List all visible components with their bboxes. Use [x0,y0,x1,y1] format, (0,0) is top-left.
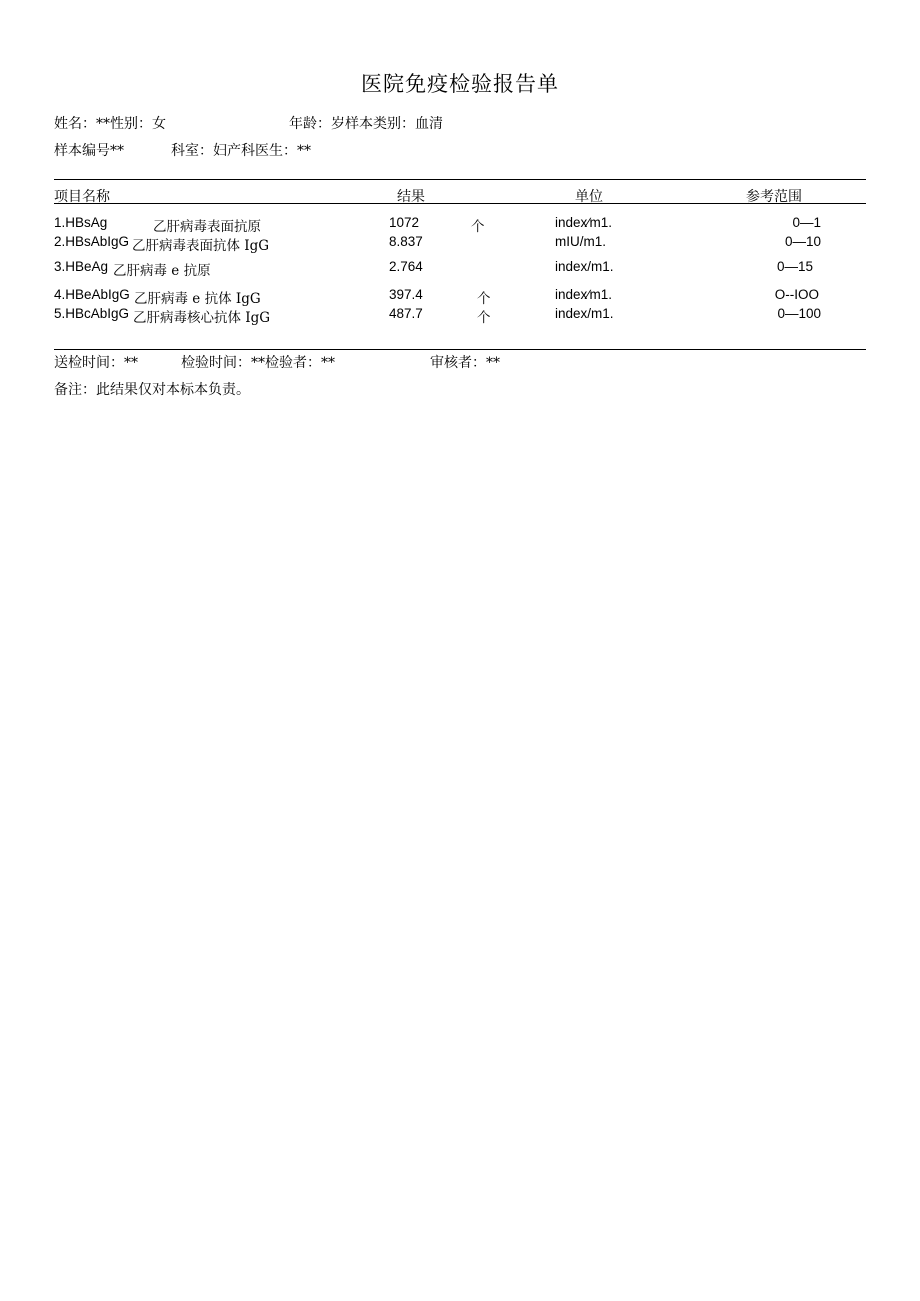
reference-range: 0—100 [777,306,821,321]
unit-value: index/m1. [555,259,614,274]
table-bottom-rule [54,349,866,350]
sample-number: 样本编号** [54,143,124,159]
table-row [0,306,920,326]
result-value: 397.4 [389,287,423,302]
table-top-rule [54,179,866,180]
unit-value: index/m1. [555,306,614,321]
table-row [0,287,920,307]
report-title: 医院免疫检验报告单 [361,72,559,96]
test-time-tester: 检验时间：**检验者：** [181,355,335,371]
reference-range: 0—10 [784,234,821,249]
reference-range: 0—1 [792,215,821,230]
table-row [0,259,920,279]
column-header-item: 项目名称 [54,189,110,205]
item-name: 乙肝病毒表面抗原 [153,219,261,235]
reviewer: 审核者：** [430,355,500,371]
result-value: 8.837 [389,234,423,249]
item-name: 乙肝病毒核心抗体 IgG [133,310,271,326]
item-name: 乙肝病毒 e 抗原 [113,263,211,279]
item-code: 4.HBeAbIgG [54,287,130,302]
item-code: 2.HBsAbIgG [54,234,130,249]
high-flag-icon: 个 [471,219,485,235]
name-gender: 姓名：**性别：女 [54,116,166,132]
table-header-rule [54,203,866,204]
age-sample-type: 年龄：岁样本类别：血清 [289,116,443,132]
column-header-unit: 单位 [575,189,603,205]
table-row [0,215,920,235]
item-code: 3.HBeAg [54,259,109,274]
item-name: 乙肝病毒 e 抗体 IgG [134,291,261,307]
table-row [0,234,920,254]
column-header-range: 参考范围 [746,189,802,205]
item-code: 5.HBcAbIgG [54,306,130,321]
column-header-result: 结果 [397,189,425,205]
reference-range: 0—15 [776,259,813,274]
unit-value: mIU/m1. [555,234,607,249]
unit-value: index∕m1. [555,287,613,302]
result-value: 487.7 [389,306,423,321]
reference-range: O--IOO [774,287,819,302]
high-flag-icon: 个 [477,291,491,307]
item-code: 1.HBsAg [54,215,108,230]
high-flag-icon: 个 [477,310,491,326]
remark-note: 备注：此结果仅对本标本负责。 [54,382,250,398]
department-doctor: 科室：妇产科医生：** [171,143,311,159]
result-value: 1072 [389,215,420,230]
unit-value: index∕m1. [555,215,613,230]
send-time: 送检时间：** [54,355,138,371]
item-name: 乙肝病毒表面抗体 IgG [132,238,270,254]
result-value: 2.764 [389,259,423,274]
